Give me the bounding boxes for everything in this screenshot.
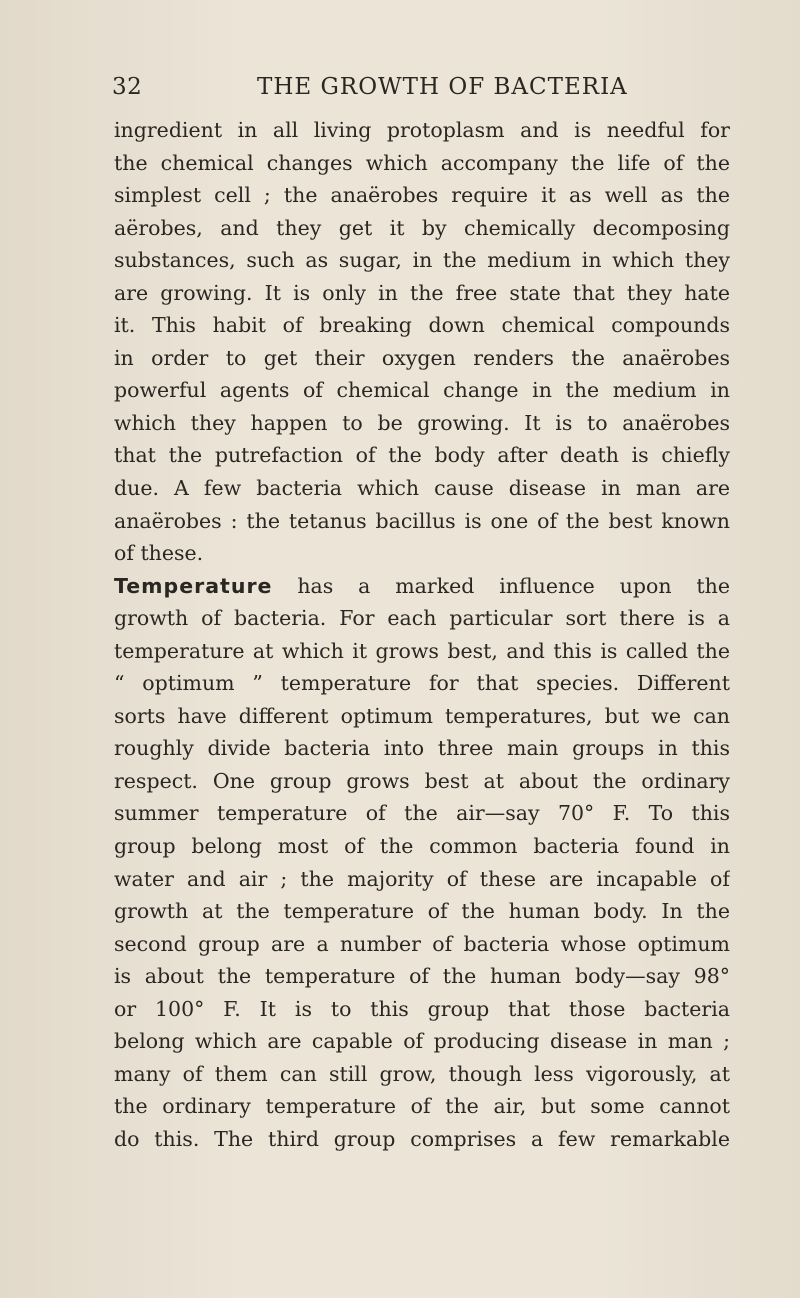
page-number: 32 <box>112 74 143 100</box>
text-line: which they happen to be growing. It is to anaërobes <box>114 410 730 435</box>
text-line: in order to get their oxygen renders the anaërobes <box>114 345 730 370</box>
text-line: water and air ; the majority of these are incapable of <box>114 866 730 891</box>
text-line: respect. One group grows best at about the ordinary <box>114 768 730 793</box>
text-line: “ optimum ” temperature for that species. Different <box>114 671 730 696</box>
text-line: it. This habit of breaking down chemical compounds <box>114 313 730 338</box>
text-line: second group are a number of bacteria whose optimum <box>114 931 730 956</box>
text-line: group belong most of the common bacteria found in <box>114 834 730 859</box>
text-line: powerful agents of chemical change in the medium in <box>114 378 730 403</box>
text-line: many of them can still grow, though less vigorously, at <box>114 1061 730 1086</box>
text-line: are growing. It is only in the free state that they hate <box>114 280 730 305</box>
text-line: simplest cell ; the anaërobes require it as well as the <box>114 183 730 208</box>
text-line: anaërobes : the tetanus bacillus is one of the best known <box>114 508 730 533</box>
text-line: belong which are capable of producing disease in man ; <box>114 1029 730 1054</box>
side-heading: Temperature <box>114 573 273 598</box>
text-line: summer temperature of the air—say 70° F. To this <box>114 801 730 826</box>
text-line: of these. <box>114 541 204 566</box>
text-line: growth of bacteria. For each particular sort there is a <box>114 606 730 631</box>
page-header <box>112 70 732 110</box>
text-line: sorts have different optimum temperatures, but we can <box>114 703 730 728</box>
text-line: that the putrefaction of the body after death is chiefly <box>114 443 730 468</box>
text-line: substances, such as sugar, in the medium in which they <box>114 248 730 273</box>
body-text <box>114 114 730 1156</box>
text-line: aërobes, and they get it by chemically decomposing <box>114 215 730 240</box>
text-line: ingredient in all living protoplasm and is needful for <box>114 118 730 142</box>
text-line: growth at the temperature of the human body. In the <box>114 899 730 924</box>
text-line: or 100° F. It is to this group that those bacteria <box>114 996 730 1021</box>
text-line: do this. The third group comprises a few remarkable <box>114 1126 730 1151</box>
running-head: THE GROWTH OF BACTERIA <box>257 74 628 100</box>
text-line: the ordinary temperature of the air, but some cannot <box>114 1094 730 1119</box>
text-line: temperature at which it grows best, and this is called the <box>114 638 730 663</box>
text-line: roughly divide bacteria into three main groups in this <box>114 736 730 761</box>
text-line: due. A few bacteria which cause disease in man are <box>114 476 730 501</box>
text-line-remainder: has a marked influence upon the <box>297 573 730 598</box>
text-line-with-side-heading <box>114 570 730 603</box>
text-line: is about the temperature of the human body—say 98° <box>114 964 730 989</box>
text-line: the chemical changes which accompany the life of the <box>114 150 730 175</box>
